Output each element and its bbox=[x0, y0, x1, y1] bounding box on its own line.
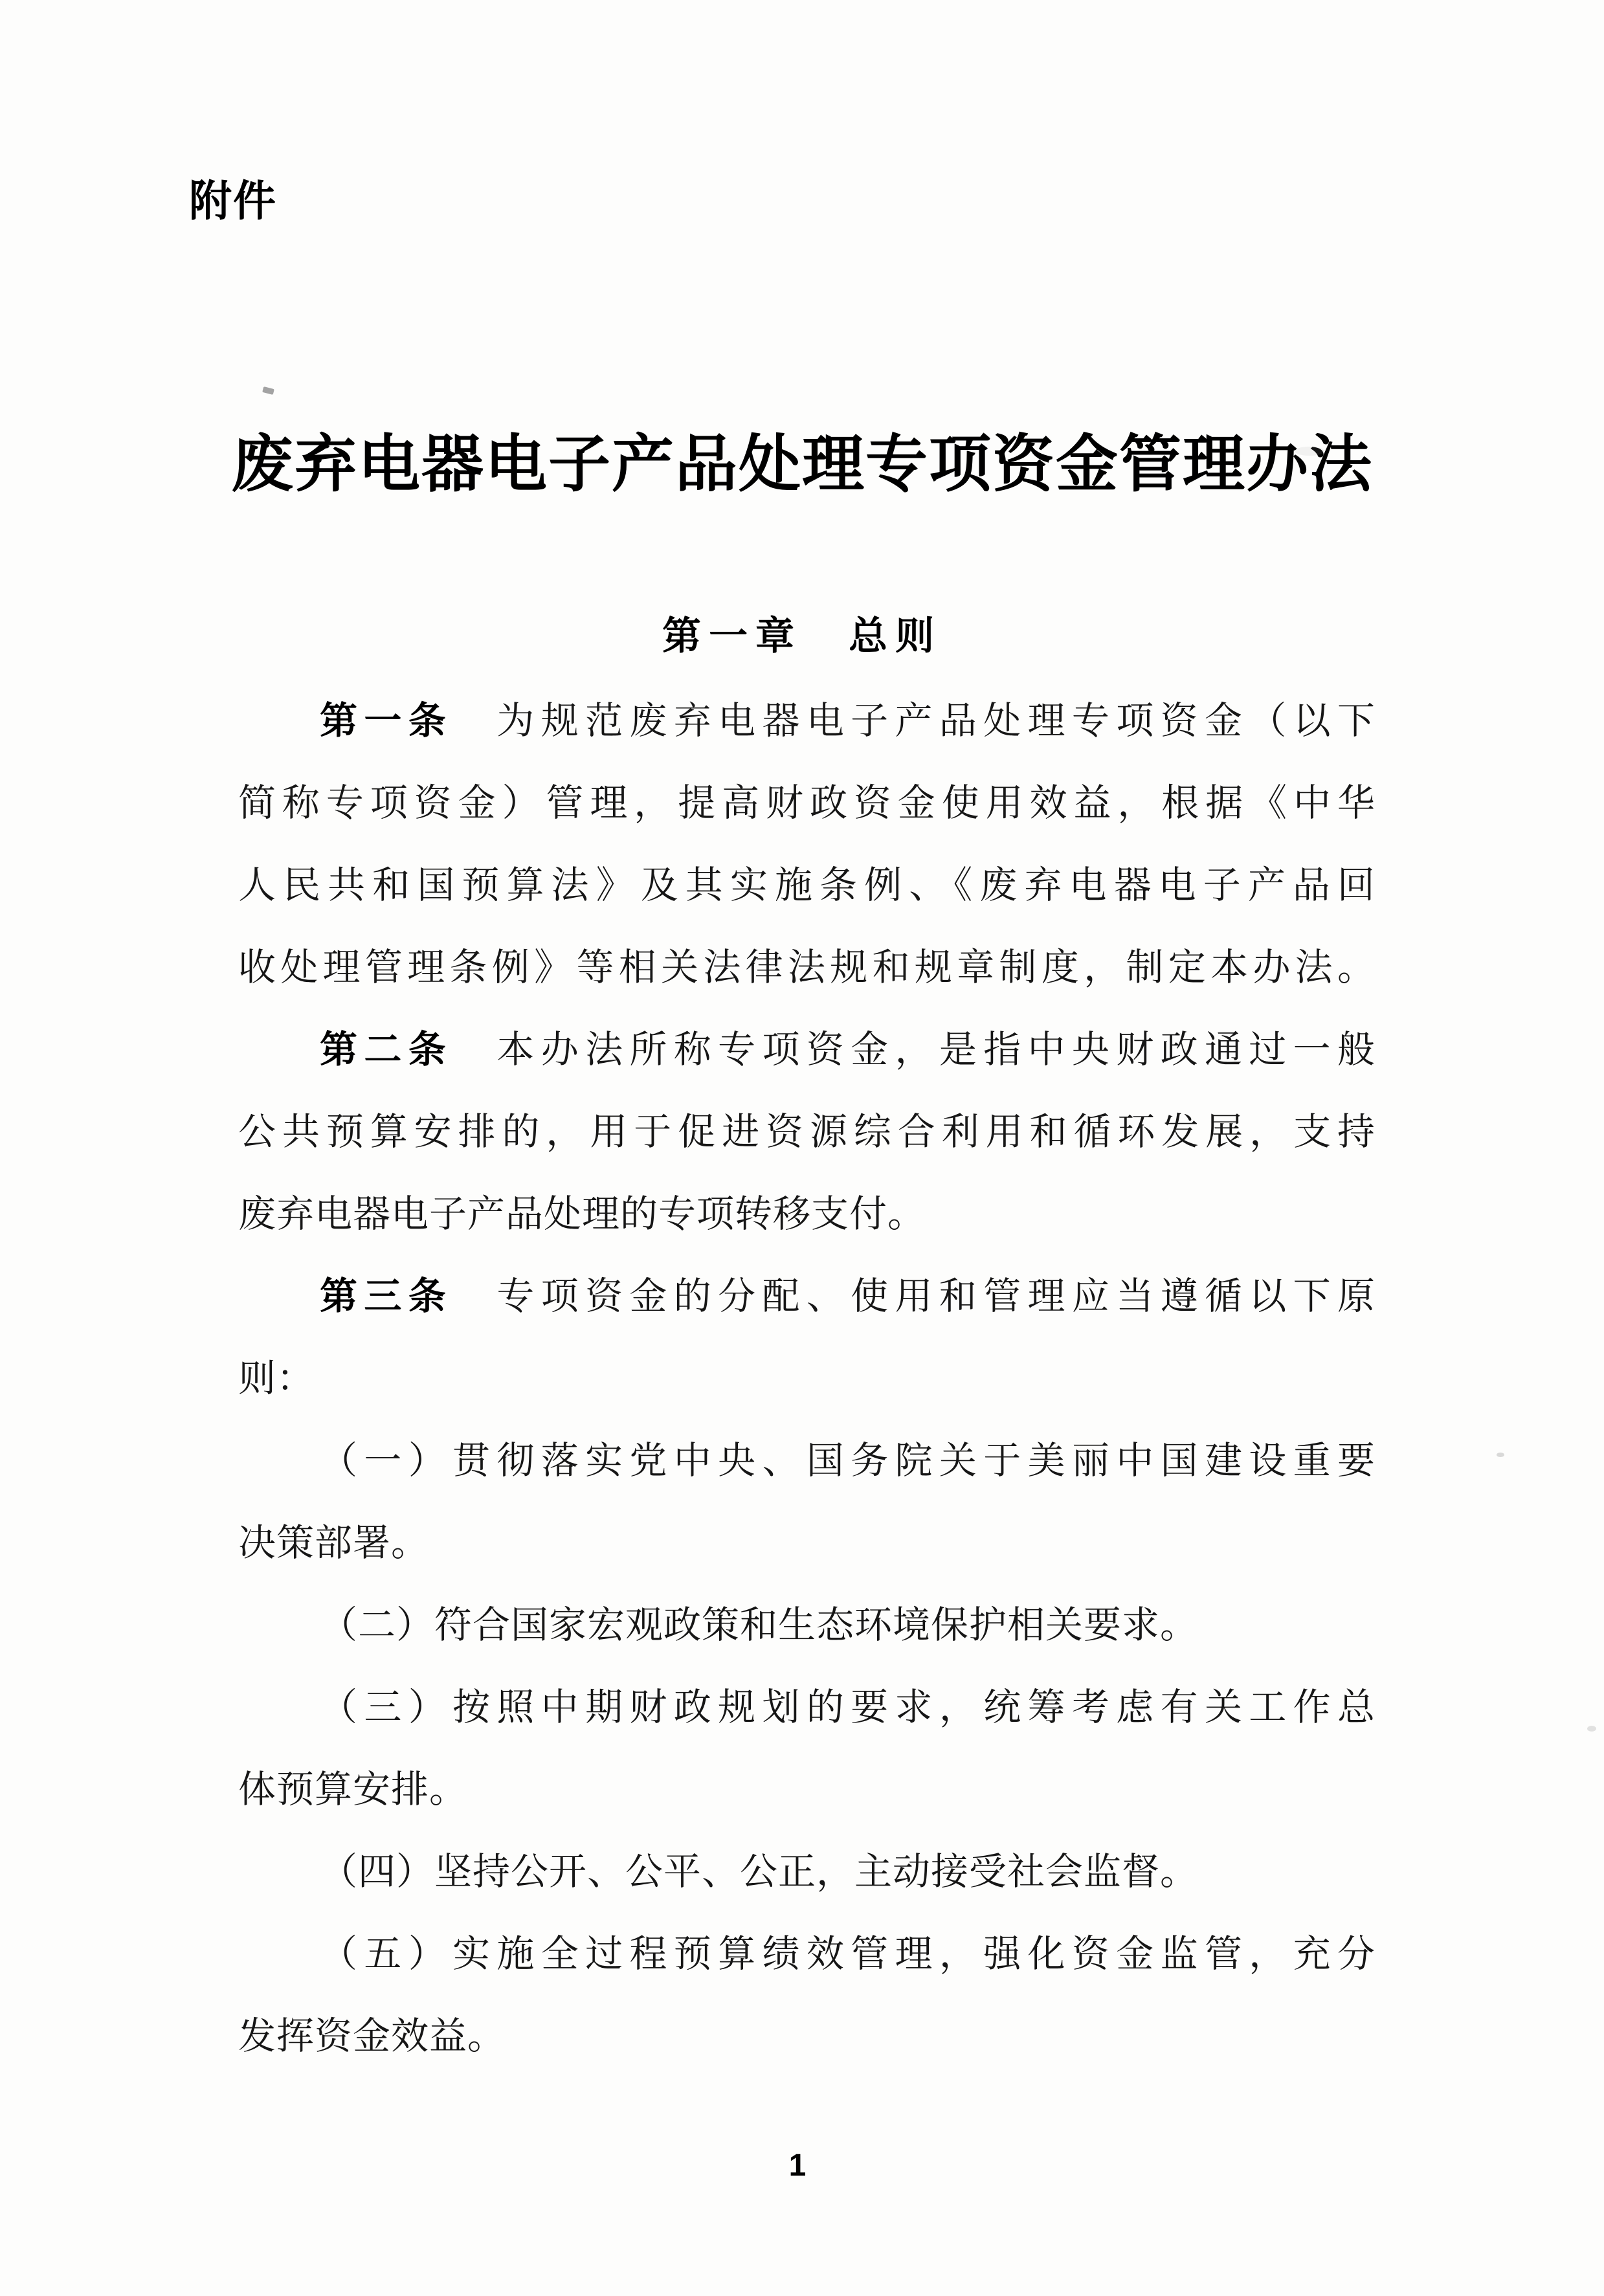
text-line bbox=[238, 1173, 1376, 1255]
text-line bbox=[238, 1995, 1376, 2077]
text-line bbox=[238, 1748, 1376, 1831]
article-number-bold: 第二条 bbox=[320, 1029, 453, 1071]
line-text: （二）符合国家宏观政策和生态环境保护相关要求。 bbox=[320, 1604, 1199, 1646]
scan-speck bbox=[1497, 1453, 1504, 1457]
text-line bbox=[238, 1009, 1376, 1091]
line-text: 发挥资金效益。 bbox=[238, 2015, 506, 2057]
line-text: 废弃电器电子产品处理的专项转移支付。 bbox=[238, 1193, 926, 1235]
line-text: 收处理管理条例》等相关法律法规和规章制度，制定本办法。 bbox=[238, 946, 1376, 988]
line-text: （五）实施全过程预算绩效管理，强化资金监管，充分 bbox=[320, 1933, 1376, 1975]
text-line bbox=[238, 1255, 1376, 1337]
article-number-bold: 第三条 bbox=[320, 1275, 453, 1317]
page-number: 1 bbox=[788, 2148, 807, 2183]
line-text: （一）贯彻落实党中央、国务院关于美丽中国建设重要 bbox=[320, 1440, 1376, 1482]
line-text: 人民共和国预算法》及其实施条例、《废弃电器电子产品回 bbox=[238, 864, 1376, 906]
document-body bbox=[238, 680, 1376, 2077]
text-line bbox=[238, 844, 1376, 926]
chapter-heading: 第一章 总则 bbox=[662, 614, 942, 658]
line-text: （三）按照中期财政规划的要求，统筹考虑有关工作总 bbox=[320, 1686, 1376, 1728]
text-line bbox=[238, 1502, 1376, 1584]
text-line bbox=[238, 1091, 1376, 1173]
line-text: （四）坚持公开、公平、公正，主动接受社会监督。 bbox=[320, 1851, 1199, 1893]
attachment-label: 附件 bbox=[189, 177, 277, 225]
text-line bbox=[238, 1337, 1376, 1420]
line-text: 本办法所称专项资金，是指中央财政通过一般 bbox=[452, 1029, 1376, 1071]
line-text: 简称专项资金）管理，提高财政资金使用效益，根据《中华 bbox=[238, 782, 1376, 824]
text-line bbox=[238, 1913, 1376, 1995]
text-line bbox=[238, 762, 1376, 844]
line-text: 决策部署。 bbox=[238, 1522, 430, 1564]
text-line bbox=[238, 1420, 1376, 1502]
text-line bbox=[238, 1584, 1376, 1666]
text-line bbox=[238, 680, 1376, 762]
text-line bbox=[238, 926, 1376, 1009]
article-number-bold: 第一条 bbox=[320, 700, 453, 742]
text-line bbox=[238, 1666, 1376, 1748]
line-text: 为规范废弃电器电子产品处理专项资金（以下 bbox=[452, 700, 1376, 742]
scan-speck bbox=[262, 386, 274, 395]
line-text: 则： bbox=[238, 1357, 315, 1399]
line-text: 体预算安排。 bbox=[238, 1768, 468, 1811]
line-text: 专项资金的分配、使用和管理应当遵循以下原 bbox=[452, 1275, 1376, 1317]
document-title: 废弃电器电子产品处理专项资金管理办法 bbox=[231, 430, 1373, 499]
scan-speck bbox=[1587, 1726, 1596, 1732]
text-line bbox=[238, 1831, 1376, 1913]
line-text: 公共预算安排的，用于促进资源综合利用和循环发展，支持 bbox=[238, 1111, 1376, 1153]
